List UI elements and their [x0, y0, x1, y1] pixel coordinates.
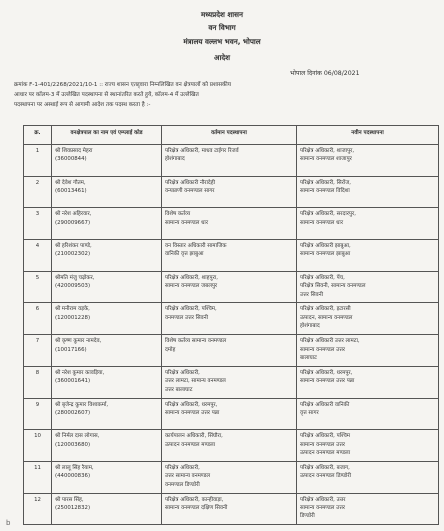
current-posting-cell-line: सामान्य वनमण्डल धार	[165, 219, 209, 226]
new-posting-cell-line: सामान्य वनमण्डल उत्तर पन्ना	[300, 378, 355, 385]
current-posting-cell-line: वनमण्डल उत्तर सिवनी	[165, 314, 209, 321]
new-posting-cell-line: परिक्षेत्र अधिकारी, इटारसी	[300, 306, 351, 313]
current-posting-cell-line: विशेष कर्तव्य सामान्य वनमण्डल	[165, 338, 227, 345]
new-posting-cell-line: परिक्षेत्र अधिकारी, सरदारपुर,	[300, 211, 356, 218]
current-posting-cell	[162, 145, 297, 177]
current-posting-cell-line: सामान्य वनमण्डल जबलपुर	[165, 283, 218, 290]
current-posting-cell-line: परिक्षेत्र अधिकारी,	[165, 369, 200, 376]
new-posting-cell-line: परिक्षेत्र अधिकारी, धरमपुर,	[300, 369, 353, 376]
name-cell-line: श्री पारस सिंह,	[55, 496, 84, 503]
new-posting-cell	[297, 240, 439, 272]
serial-cell: 6	[24, 303, 52, 335]
new-posting-cell-line: सामान्य वनमण्डल विदिशा	[300, 188, 350, 195]
name-cell-line: श्री देवेश गौतम,	[55, 179, 86, 186]
current-posting-cell-line: वन विस्तार अधिकारी सामाजिक	[165, 243, 227, 250]
page-corner-mark: b	[6, 519, 11, 527]
table-row	[24, 176, 439, 208]
current-posting-cell	[162, 240, 297, 272]
current-posting-cell	[162, 303, 297, 335]
government-heading: मध्यप्रदेश शासन	[200, 10, 244, 19]
table-row	[24, 240, 439, 272]
name-cell-line: (250012832)	[55, 504, 91, 511]
name-cell-line: श्री लालू सिंह रैयाम,	[55, 464, 94, 471]
current-posting-cell	[162, 208, 297, 240]
name-cell	[52, 176, 162, 208]
new-posting-cell-line: सामान्य वनमण्डल उत्तर	[300, 441, 345, 448]
header-current-posting: वर्तमान पदस्थापना	[162, 126, 297, 145]
name-cell	[52, 145, 162, 177]
serial-cell: 4	[24, 240, 52, 272]
table-row	[24, 461, 439, 493]
order-line: आधार पर कॉलम-3 में उल्लेखित पदस्थापना से स्थानांतरित करते हुये, कॉलम-4 में उल्लेखित	[14, 92, 199, 98]
new-posting-cell-line: परिक्षेत्र अधिकारी, पश्चिम	[300, 433, 351, 440]
name-cell-line: श्रीमति मंजु चढ़ोकर,	[55, 274, 95, 281]
table-row	[24, 335, 439, 367]
header-name: वनक्षेत्रपाल का नाम एवं एम्प्लाई कोड	[52, 126, 162, 145]
name-cell-line: (280002607)	[55, 409, 91, 416]
current-posting-cell-line: वन्यप्राणी वनमण्डल सागर	[165, 188, 215, 195]
table-row	[24, 271, 439, 303]
serial-cell: 7	[24, 335, 52, 367]
new-posting-cell-line: उत्पादन वनमण्डल मण्डला	[300, 450, 351, 456]
new-posting-cell	[297, 430, 439, 462]
serial-cell: 8	[24, 366, 52, 398]
new-posting-cell	[297, 303, 439, 335]
name-cell	[52, 240, 162, 272]
name-cell-line: (210002302)	[55, 251, 91, 258]
new-posting-cell-line: वृत्त सागर	[300, 409, 319, 416]
new-posting-cell-line: डिण्डोरी	[300, 513, 315, 520]
new-posting-cell-line: परिक्षेत्र सिवनी, सामान्य वनमण्डल	[300, 283, 366, 290]
new-posting-cell	[297, 335, 439, 367]
order-line: क्रमांक F-1-401/2268/2021/10-1 :: राज्य शासन एतद्द्वारा निम्नलिखित वन क्षेत्रपालों को प्रशासकीय	[14, 82, 231, 88]
serial-cell: 5	[24, 271, 52, 303]
new-posting-cell-line: उत्तर सिवनी	[300, 291, 324, 298]
name-cell	[52, 208, 162, 240]
name-cell-line: श्री मनीराम वड़के,	[55, 306, 90, 313]
current-posting-cell	[162, 271, 297, 303]
new-posting-cell	[297, 208, 439, 240]
header-new-posting: नवीन पदस्थापना	[297, 126, 439, 145]
current-posting-cell	[162, 335, 297, 367]
current-posting-cell-line: वनमण्डल डिण्डोरी	[165, 481, 200, 488]
current-posting-cell	[162, 461, 297, 493]
table-header-row	[24, 126, 439, 145]
table-row	[24, 145, 439, 177]
order-paragraph	[14, 80, 432, 110]
department-heading: वन विभाग	[208, 23, 236, 32]
table-row	[24, 430, 439, 462]
new-posting-cell-line: सामान्य वनमण्डल झाबुआ	[300, 251, 351, 258]
current-posting-cell-line: परिक्षेत्र अधिकारी,	[165, 464, 200, 471]
new-posting-cell-line: परिक्षेत्र अधिकारी, बजाग,	[300, 464, 350, 471]
table-row	[24, 366, 439, 398]
name-cell-line: श्री बृजेन्द्र कुमार विश्वकर्मा,	[55, 401, 109, 408]
current-posting-cell-line: सामान्य वनमण्डल दक्षिण सिवनी	[165, 504, 228, 511]
name-cell	[52, 461, 162, 493]
new-posting-cell-line: सामान्य वनमण्डल उत्तर	[300, 504, 345, 511]
new-posting-cell	[297, 493, 439, 525]
new-posting-cell	[297, 271, 439, 303]
current-posting-cell-line: उत्पादन वनमण्डल मण्डला	[165, 441, 216, 448]
name-cell-line: (60013461)	[55, 188, 87, 195]
name-cell-line: श्री नरेश कुमार कावड़िया,	[55, 369, 105, 376]
name-cell-line: (420009503)	[55, 283, 91, 290]
name-cell-line: (120003680)	[55, 441, 91, 448]
name-cell-line: (36000844)	[55, 156, 87, 163]
current-posting-cell-line: कार्यपालन अधिकारी, सिंघौरा,	[165, 433, 223, 440]
new-posting-cell-line: परिक्षेत्र अधिकारी, उत्तर	[300, 496, 346, 503]
current-posting-cell-line: सामान्य वनमण्डल उत्तर पन्ना	[165, 409, 220, 416]
new-posting-cell-line: परिक्षेत्र अधिकारी, सिरोंज,	[300, 179, 351, 186]
name-cell	[52, 335, 162, 367]
serial-cell: 1	[24, 145, 52, 177]
current-posting-cell-line: परिक्षेत्र अधिकारी, शाहपुरा,	[165, 274, 218, 281]
serial-cell: 9	[24, 398, 52, 430]
current-posting-cell-line: परिक्षेत्र अधिकारी, पश्चिम,	[165, 306, 217, 313]
new-posting-cell	[297, 366, 439, 398]
current-posting-cell-line: उत्तर सामान्य वनमण्डल	[165, 473, 210, 480]
current-posting-cell	[162, 366, 297, 398]
new-posting-cell-line: उत्पादन, सामान्य वनमण्डल	[300, 314, 353, 321]
current-posting-cell	[162, 176, 297, 208]
current-posting-cell-line: वानिकी वृत्त झाबुआ	[165, 251, 204, 258]
new-posting-cell-line: परिक्षेत्र अधिकारी, शाजापुर,	[300, 148, 355, 154]
name-cell-line: (440000836)	[55, 473, 91, 480]
new-posting-cell	[297, 461, 439, 493]
name-cell-line: श्री शिवप्रसाद मेहरा	[55, 148, 93, 154]
name-cell	[52, 398, 162, 430]
current-posting-cell-line: परिक्षेत्र अधिकारी नौरादेही	[165, 179, 216, 186]
name-cell	[52, 366, 162, 398]
table-row	[24, 208, 439, 240]
current-posting-cell-line: विशेष कर्तव्य	[165, 211, 191, 218]
name-cell	[52, 493, 162, 525]
current-posting-cell-line: परिक्षेत्र अधिकारी, धरमपुर,	[165, 401, 218, 408]
date-line: भोपाल दिनांक 06/08/2021	[290, 70, 360, 77]
order-line: पदस्थापना पर अस्थाई रूप से आगामी आदेश तक पदस्थ करता है :-	[14, 102, 151, 108]
header-serial: क्र.	[24, 126, 52, 145]
transfer-table	[23, 125, 439, 525]
new-posting-cell	[297, 145, 439, 177]
name-cell-line: श्री निर्मल दास लोगास,	[55, 433, 100, 440]
serial-cell: 10	[24, 430, 52, 462]
table-body	[24, 145, 439, 525]
table-row	[24, 493, 439, 525]
new-posting-cell-line: परिक्षेत्र अधिकारी वानिकी	[300, 401, 350, 408]
name-cell-line: श्री हरिशंकर पाण्डे,	[55, 243, 92, 250]
new-posting-cell	[297, 398, 439, 430]
name-cell-line: श्री नरेश अहिरवार,	[55, 211, 92, 218]
current-posting-cell-line: दमोह	[165, 346, 176, 353]
new-posting-cell-line: सामान्य वनमण्डल उत्तर	[300, 346, 345, 353]
new-posting-cell-line: उत्पादन वनमण्डल डिण्डोरी	[300, 473, 352, 480]
new-posting-cell-line: परिक्षेत्र अधिकारी, पेंच,	[300, 274, 345, 281]
current-posting-cell	[162, 430, 297, 462]
name-cell	[52, 271, 162, 303]
new-posting-cell-line: बालाघाट	[300, 354, 317, 361]
table-row	[24, 303, 439, 335]
current-posting-cell	[162, 398, 297, 430]
current-posting-cell-line: उत्तर लामटा, सामान्य वनमण्डल	[165, 378, 226, 385]
order-title: आदेश	[213, 53, 231, 62]
current-posting-cell-line: परिक्षेत्र अधिकारी, कान्हीवाड़ा,	[165, 496, 224, 503]
name-cell-line: (10017166)	[55, 346, 87, 353]
name-cell-line: (360001641)	[55, 378, 91, 385]
current-posting-cell-line: परिक्षेत्र अधिकारी, माधव टाईगर रिजर्व	[165, 148, 239, 154]
name-cell-line: श्री कृष्ण कुमार नामदेव,	[55, 338, 102, 345]
serial-cell: 2	[24, 176, 52, 208]
name-cell-line: (120001228)	[55, 314, 91, 321]
current-posting-cell-line: होशंगाबाद	[165, 156, 185, 163]
table-row	[24, 398, 439, 430]
new-posting-cell-line: परिक्षेत्र अधिकारी झाबुआ,	[300, 243, 351, 250]
serial-cell: 11	[24, 461, 52, 493]
name-cell-line: (290009667)	[55, 219, 91, 226]
new-posting-cell-line: सामान्य वनमण्डल धार	[300, 219, 344, 226]
serial-cell: 3	[24, 208, 52, 240]
name-cell	[52, 430, 162, 462]
current-posting-cell-line: उत्तर बालाघाट	[165, 386, 193, 393]
name-cell	[52, 303, 162, 335]
new-posting-cell-line: होशंगाबाद	[300, 323, 320, 330]
address-heading: मंत्रालय वल्लभ भवन, भोपाल	[183, 37, 261, 46]
new-posting-cell-line: परिक्षेत्र अधिकारी उत्तर लामटा,	[300, 338, 360, 345]
new-posting-cell-line: सामान्य वनमण्डल शाजापुर	[300, 156, 352, 163]
current-posting-cell	[162, 493, 297, 525]
new-posting-cell	[297, 176, 439, 208]
serial-cell: 12	[24, 493, 52, 525]
